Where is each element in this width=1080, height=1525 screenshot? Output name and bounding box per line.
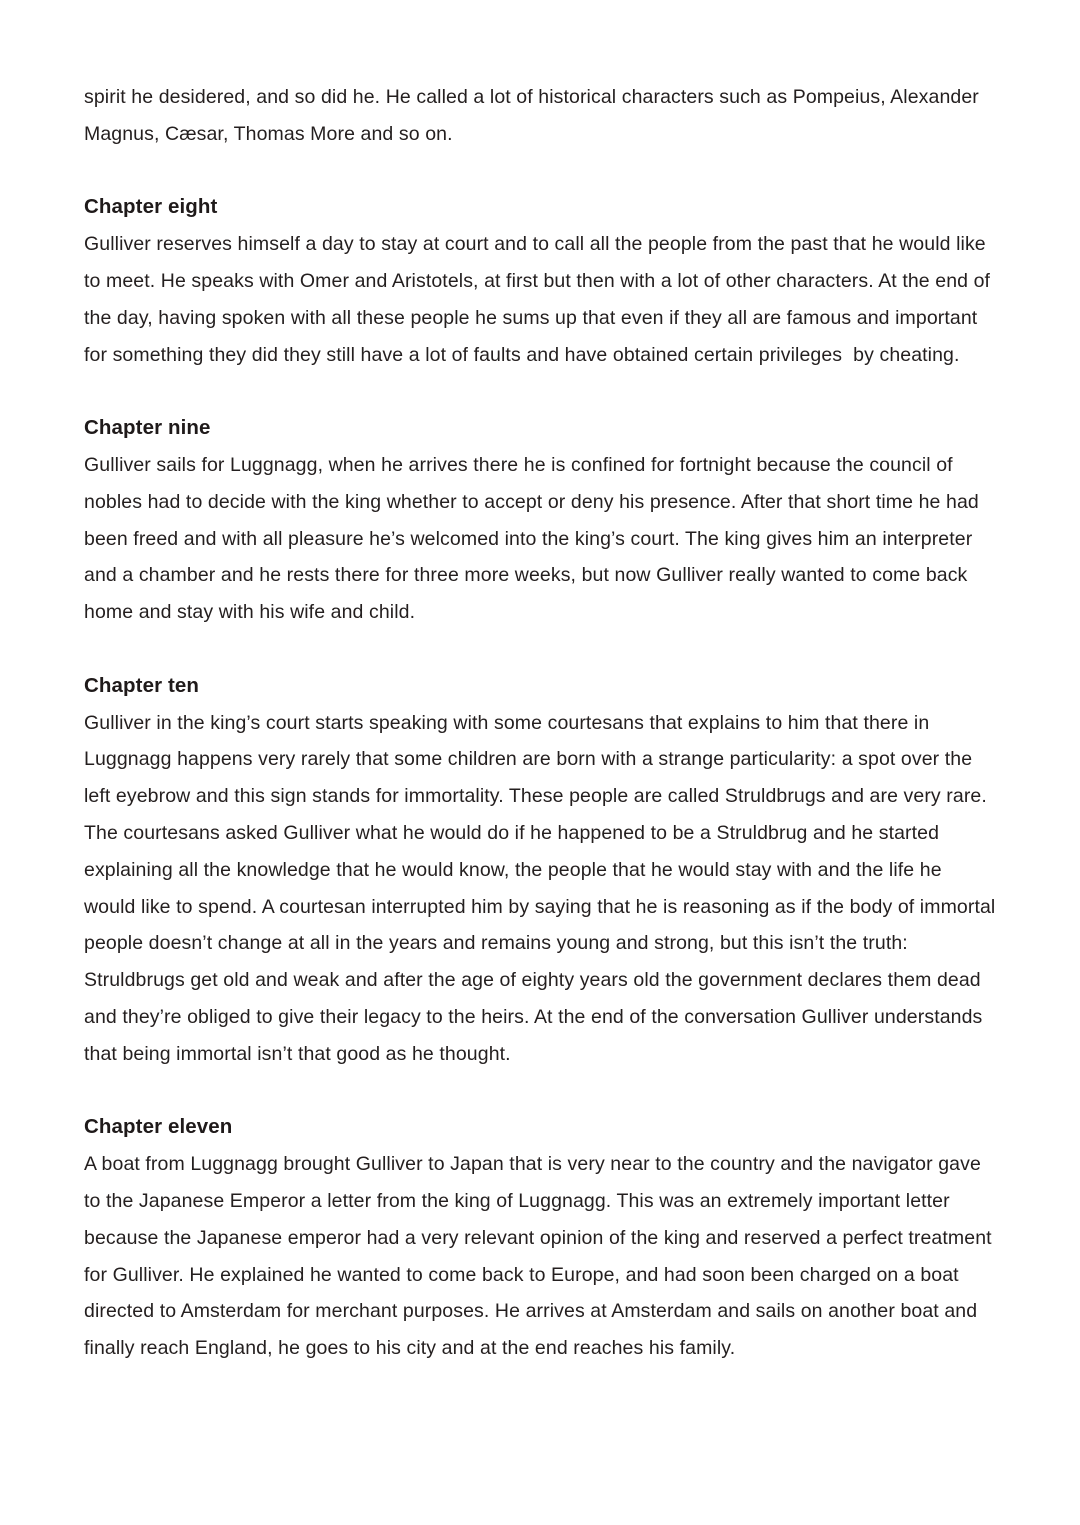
paragraph-spacer xyxy=(84,631,996,668)
chapter-eight-paragraph: Gulliver reserves himself a day to stay at court and to call all the people from the past that he would like to meet. He speaks with Omer and Aristotels, at first but then with a lot of other characters. At the end of the day, having spoken with all these people he sums up that even if they all are famous and important for something they did they still have a lot of faults and have obtained certain privileges by cheating. xyxy=(84,233,996,366)
section-chapter-ten xyxy=(84,668,1001,1073)
chapter-eleven-paragraph: A boat from Luggnagg brought Gulliver to Japan that is very near to the country and the navigator gave to the Japanese Emperor a letter from the king of Luggnagg. This was an extremely important letter because the Japanese emperor had a very relevant opinion of the king and reserved a perfect treatment for Gulliver. He explained he wanted to come back to Europe, and had soon been charged on a boat directed to Amsterdam for merchant purposes. He arrives at Amsterdam and sails on another boat and finally reach England, he goes to his city and at the end reaches his family. xyxy=(84,1153,998,1360)
section-chapter-eleven xyxy=(84,1109,996,1367)
paragraph-spacer xyxy=(84,153,996,190)
chapter-ten-heading: Chapter ten xyxy=(84,673,200,697)
chapter-nine-paragraph: Gulliver sails for Luggnagg, when he arrives there he is confined for fortnight because the council of nobles had to decide with the king whether to accept or deny his presence. After that short time he had been freed and with all pleasure he’s welcomed into the king’s court. The king gives him an interpreter and a chamber and he rests there for three more weeks, but now Gulliver really wanted to come back home and stay with his wife and child. xyxy=(84,453,985,624)
document-body xyxy=(84,79,1001,1367)
section-chapter-eight xyxy=(84,189,996,373)
paragraph-spacer xyxy=(84,1073,996,1110)
chapter-nine-heading: Chapter nine xyxy=(84,416,211,440)
chapter-eleven-heading: Chapter eleven xyxy=(84,1115,233,1139)
intro-paragraph: spirit he desidered, and so did he. He called a lot of historical characters such as Pompeius, Alexander Magnus, Cæsar, Thomas More and so on. xyxy=(84,86,985,145)
section-chapter-nine xyxy=(84,410,996,631)
chapter-ten-paragraph: Gulliver in the king’s court starts speaking with some courtesans that explains to him that there in Luggnagg happens very rarely that some children are born with a strange particularity: a spot over the left eyebrow and this sign stands for immortality. These people are called Struldbrugs and are very rare. The courtesans asked Gulliver what he would do if he happened to be a Struldbrug and he started explaining all the knowledge that he would know, the people that he would stay with and the life he would like to spend. A courtesan interrupted him by saying that he is reasoning as if the body of immortal people doesn’t change at all in the years and remains young and strong, but this isn’t the truth: Struldbrugs get old and weak and after the age of eighty years old the government declares them dead and they’re obliged to give their legacy to the heirs. At the end of the conversation Gulliver understands that being immortal isn’t that good as he thought. xyxy=(84,711,1001,1065)
paragraph-spacer xyxy=(84,373,996,410)
chapter-eight-heading: Chapter eight xyxy=(84,195,218,219)
